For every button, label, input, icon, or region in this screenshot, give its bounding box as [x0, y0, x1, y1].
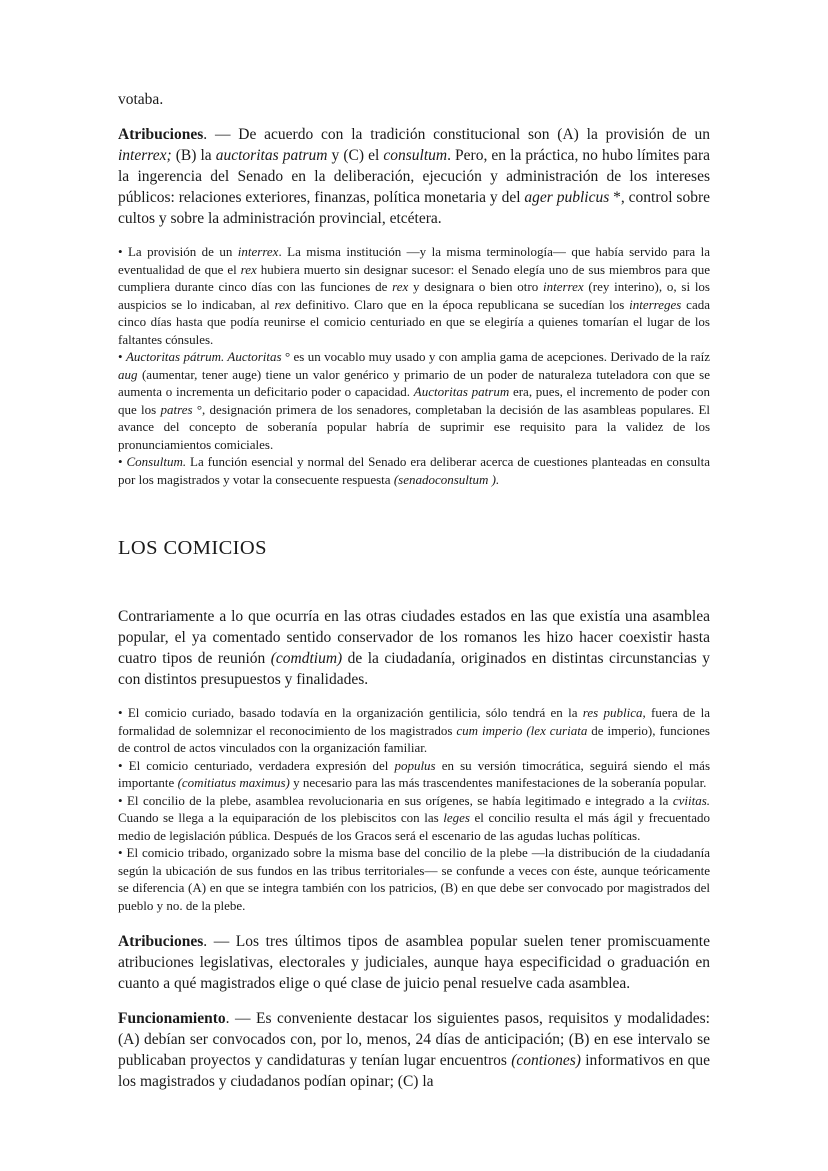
note-auctoritas: • Auctoritas pátrum. Auctoritas ° es un vocablo muy usado y con amplia gama de acepciones. Derivado de la raíz aug (aumentar, tener auge) tiene un valor genérico y primario de un poder de naturaleza tuteladora con que se aumenta o incrementa un deficitario poder o capacidad. Auctoritas patrum era, pues, el incremento de poder con que los patres °, designación primera de los senadores, completaban la decisión de las asambleas populares. El avance del concepto de soberanía popular habría de suprimir ese requisito para la validez de los pronunciamientos comiciales. — [118, 349, 711, 452]
annotation-notes-senado — [118, 243, 710, 488]
note-consultum: • Consultum. La función esencial y normal del Senado era deliberar acerca de cuestiones planteadas en consulta por los magistrados y votar la consecuente respuesta (senadoconsultum ). — [118, 454, 710, 487]
paragraph-votaba: votaba. — [118, 91, 164, 108]
paragraph-comicios-intro: Contrariamente a lo que ocurría en las otras ciudades estados en las que existía una asamblea popular, el ya comentado sentido conservador de los romanos les hizo hacer coexistir hasta cuatro tipos de reunión (comdtium) de la ciudadanía, originados en distintas circunstancias y con distintos presupuestos y finalidades. — [118, 608, 710, 688]
note-concilio-plebe: • El concilio de la plebe, asamblea revolucionaria en sus orígenes, se había legitimado e integrado a la cviitas. Cuando se llega a la equiparación de los plebiscitos con las leges el concilio resulta el más ágil y frecuentado medio de legislación pública. Después de los Gracos será el escenario de las agudas luchas políticas. — [118, 792, 711, 843]
paragraph-atribuciones-comicios: Atribuciones. — Los tres últimos tipos de asamblea popular suelen tener promiscuamente atribuciones legislativas, electorales y judiciales, aunque haya especificidad o graduación en cuanto a qué magistrados elige o qué clase de juicio penal resuelve cada asamblea. — [118, 933, 710, 992]
paragraph-atribuciones-senado: Atribuciones. — De acuerdo con la tradición constitucional son (A) la provisión de un interrex; (B) la auctoritas patrum y (C) el consultum. Pero, en la práctica, no hubo límites para la ingerencia del Senado en la deliberación, ejecución y administración de los intereses públicos: relaciones exteriores, finanzas, política monetaria y del ager publicus *, control sobre cultos y sobre la administración provincial, etcétera. — [118, 126, 711, 227]
note-interrex: • La provisión de un interrex. La misma institución —y la misma terminología— que había servido para la eventualidad de que el rex hubiera muerto sin designar sucesor: el Senado elegía uno de sus miembros para que cumpliera durante cinco días con las funciones de rex y designara o bien otro interrex (rey interino), o, si los auspicios se lo indicaban, al rex definitivo. Claro que en la época republicana se sucedían los interreges cada cinco días hasta que podía reunirse el comicio centuriado en que se elegiría a quienes tomarían el lugar de los faltantes cónsules. — [118, 244, 710, 347]
section-heading-los-comicios: LOS COMICIOS — [118, 537, 267, 559]
note-comicio-centuriado: • El comicio centuriado, verdadera expresión del populus en su versión timocrática, seguirá siendo el más importante (comitiatus maximus) y necesario para las más trascendentes manifestaciones de la soberanía popular. — [118, 757, 710, 790]
paragraph-funcionamiento: Funcionamiento. — Es conveniente destacar los siguientes pasos, requisitos y modalidades: (A) debían ser convocados con, por lo, menos, 24 días de anticipación; (B) en ese intervalo se publicaban proyectos y candidaturas y tenían lugar encuentros (contiones) informativos en que los magistrados y ciudadanos podían opinar; (C) la — [118, 1010, 710, 1090]
annotation-notes-comicios — [118, 704, 710, 914]
note-comicio-curiado: • El comicio curiado, basado todavía en la organización gentilicia, sólo tendrá en la res publica, fuera de la formalidad de solemnizar el reconocimiento de los magistrados cum imperio (lex curiata de imperio), funciones de control de actos vinculados con la organización familiar. — [118, 705, 710, 755]
note-comicio-tribado: • El comicio tribado, organizado sobre la misma base del concilio de la plebe —la distribución de la ciudadanía según la ubicación de sus fundos en las tribus territoriales— se confunde a veces con éste, aunque teóricamente se diferencia (A) en que se integra también con los patricios, (B) en que debe ser convocado por magistrados del pueblo y no. de la plebe. — [118, 845, 710, 913]
